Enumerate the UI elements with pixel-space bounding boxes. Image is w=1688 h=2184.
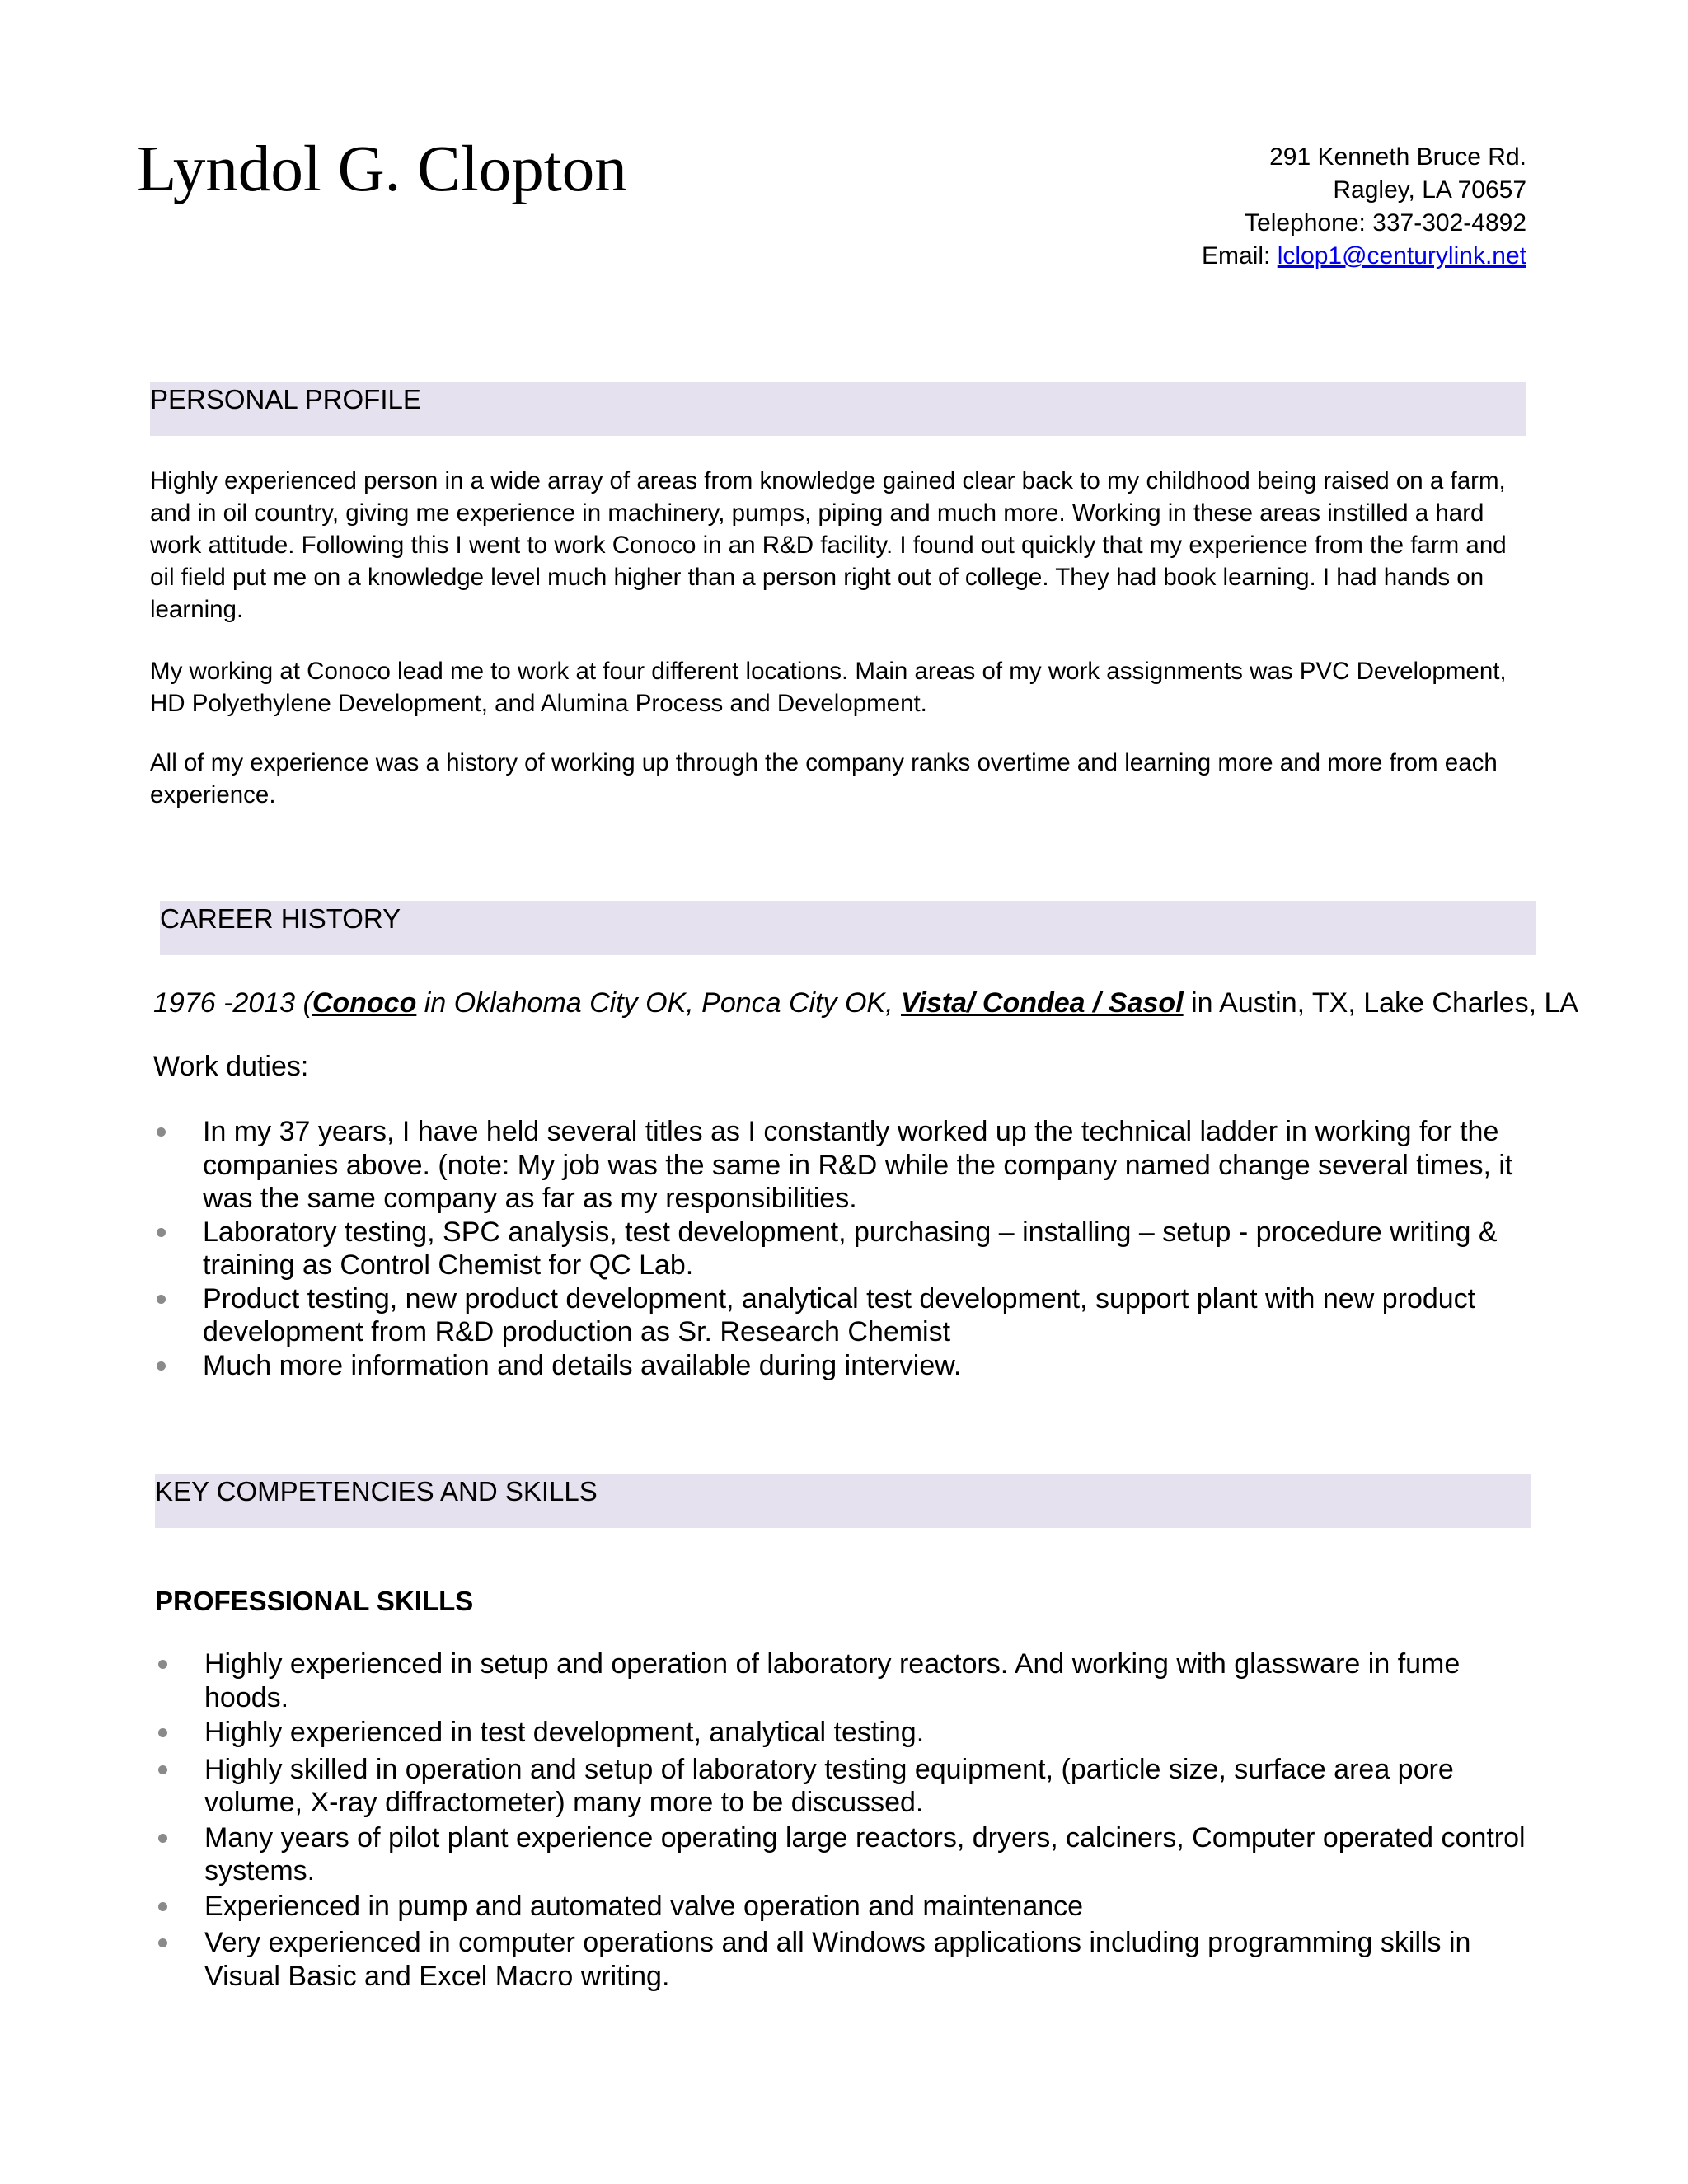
bullet-icon	[157, 1295, 166, 1304]
skill-text: Experienced in pump and automated valve operation and maintenance	[204, 1890, 1084, 1922]
resume-name: Lyndol G. Clopton	[137, 134, 627, 205]
list-item	[204, 1926, 1540, 1993]
skill-text: Very experienced in computer operations and all Windows applications including programming skills in Visual Basic and Excel Macro writing.	[204, 1927, 1471, 1992]
section-bar-personal-profile	[150, 382, 1526, 436]
section-heading-career-history: CAREER HISTORY	[160, 903, 401, 934]
skill-text: Highly skilled in operation and setup of laboratory testing equipment, (particle size, surface area pore volume, X-ray diffractometer) many more to be discussed.	[204, 1753, 1454, 1818]
bullet-icon	[158, 1728, 167, 1737]
bullet-icon	[158, 1765, 167, 1774]
work-duties-label: Work duties:	[153, 1051, 309, 1082]
list-item	[204, 1716, 1540, 1750]
career-locations-1: in Oklahoma City OK, Ponca City OK,	[416, 987, 902, 1019]
bullet-icon	[157, 1361, 166, 1371]
bullet-icon	[157, 1127, 166, 1137]
profile-paragraph: Highly experienced person in a wide array of areas from knowledge gained clear back to my childhood being raised on a farm, and in oil country, giving me experience in machinery, pumps, piping and much more. Working in these areas instilled a hard work attitude. Following this I went to work Conoco in an R&D facility. I found out quickly that my experience from the farm and oil field put me on a knowledge level much higher than a person right out of college. They had book learning. I had hands on learning.	[150, 467, 1507, 623]
duty-text: In my 37 years, I have held several titles as I constantly worked up the technical ladder in working for the companies above. (note: My job was the same in R&D while the company named change several times, it was the same company as far as my responsibilities.	[203, 1116, 1513, 1214]
duty-text: Much more information and details available during interview.	[203, 1349, 962, 1381]
contact-block	[950, 141, 1526, 273]
list-item	[203, 1115, 1538, 1216]
address-line-1: 291 Kenneth Bruce Rd.	[1269, 143, 1526, 171]
duty-text: Laboratory testing, SPC analysis, test development, purchasing – installing – setup - procedure writing & training as Control Chemist for QC Lab.	[203, 1216, 1498, 1281]
address-line-2: Ragley, LA 70657	[1333, 176, 1526, 204]
list-item	[204, 1647, 1540, 1714]
skill-text: Highly experienced in test development, analytical testing.	[204, 1717, 925, 1748]
work-duties-list	[203, 1115, 1538, 1382]
section-bar-key-competencies	[155, 1474, 1531, 1528]
list-item	[204, 1821, 1540, 1888]
bullet-icon	[158, 1902, 167, 1911]
professional-skills-heading: PROFESSIONAL SKILLS	[155, 1586, 474, 1616]
bullet-icon	[158, 1660, 167, 1669]
career-locations-2: in Austin, TX, Lake Charles, LA	[1183, 987, 1579, 1019]
career-summary-line	[153, 986, 1578, 1020]
list-item	[203, 1282, 1538, 1349]
bullet-icon	[157, 1228, 166, 1237]
company-vista-condea-sasol: Vista/ Condea / Sasol	[901, 987, 1184, 1019]
list-item	[203, 1216, 1538, 1282]
skill-text: Many years of pilot plant experience operating large reactors, dryers, calciners, Computer operated control systems.	[204, 1821, 1526, 1886]
email-line	[950, 240, 1526, 273]
list-item	[204, 1890, 1540, 1924]
list-item	[204, 1753, 1540, 1820]
profile-paragraph: All of my experience was a history of working up through the company ranks overtime and learning more and more from each experience.	[150, 749, 1498, 808]
section-heading-personal-profile: PERSONAL PROFILE	[150, 384, 421, 415]
skill-text: Highly experienced in setup and operation of laboratory reactors. And working with glassware in fume hoods.	[204, 1648, 1461, 1713]
career-years: 1976 -2013 (	[153, 987, 312, 1019]
section-bar-career-history	[160, 901, 1536, 955]
duty-text: Product testing, new product development, analytical test development, support plant with new product development from R&D production as Sr. Research Chemist	[203, 1282, 1476, 1347]
bullet-icon	[158, 1938, 167, 1947]
email-label: Email:	[1202, 242, 1278, 269]
professional-skills-list	[204, 1647, 1540, 1994]
telephone: Telephone: 337-302-4892	[1245, 209, 1526, 237]
bullet-icon	[158, 1834, 167, 1843]
list-item	[203, 1349, 1538, 1383]
profile-paragraph: My working at Conoco lead me to work at four different locations. Main areas of my work assignments was PVC Development, HD Polyethylene Development, and Alumina Process and Development.	[150, 658, 1507, 717]
company-conoco: Conoco	[312, 987, 417, 1019]
email-link[interactable]: lclop1@centurylink.net	[1277, 242, 1526, 269]
section-heading-key-competencies: KEY COMPETENCIES AND SKILLS	[155, 1476, 598, 1507]
